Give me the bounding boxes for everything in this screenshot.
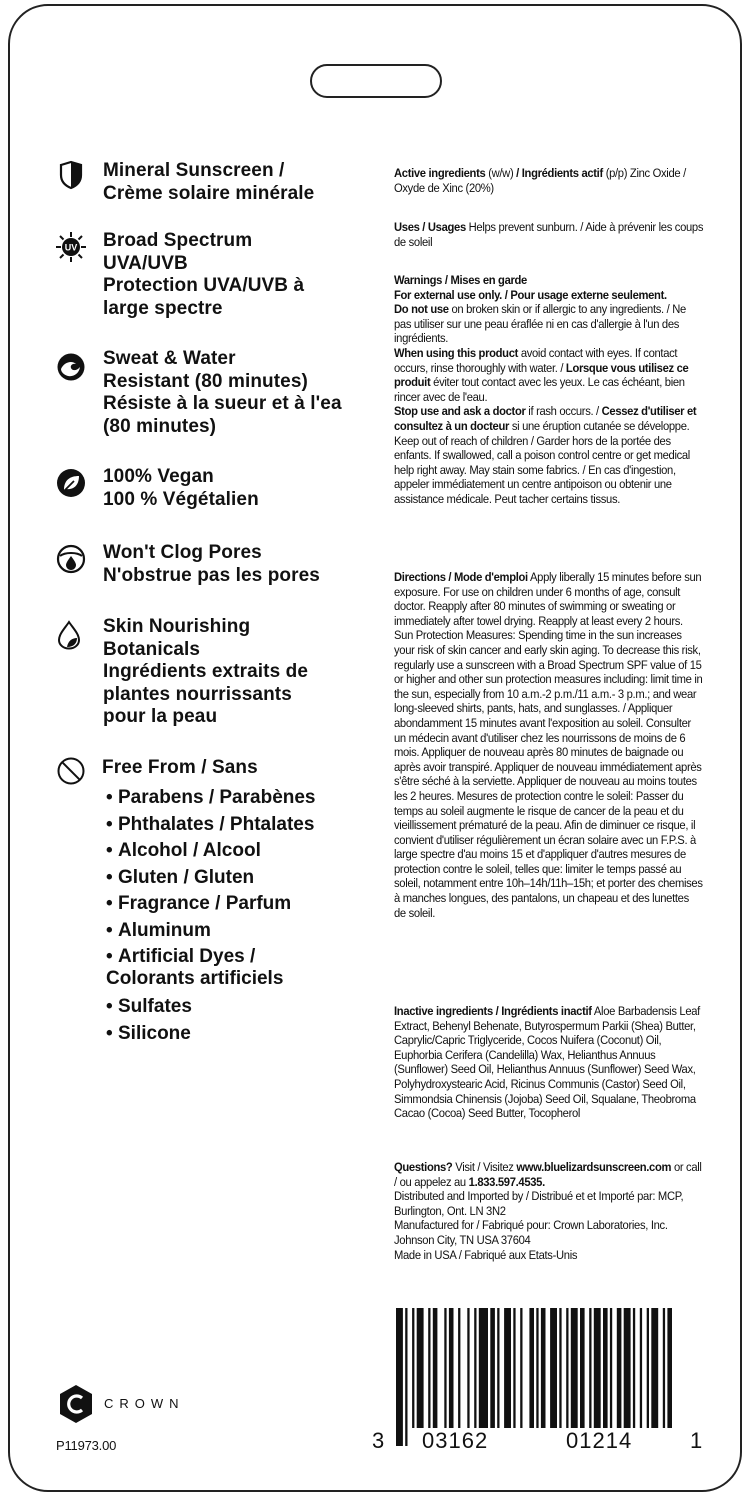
- barcode-bar: [513, 1308, 515, 1428]
- barcode-bar: [490, 1308, 495, 1428]
- barcode: [392, 1308, 676, 1446]
- feature-pores: Won't Clog Pores N'obstrue pas les pores: [56, 542, 356, 592]
- warnings-section: Warnings / Mises en garde For external use only. / Pour usage externe seulement. Do not use on broken skin or if allergic to any ingredients. / Ne pas utiliser sur une peau éraflée ni en cas d'allergie à l'un des ingrédients. When using this product avoid contact with eyes. If contact occurs, rinse thoroughly with water. / Lorsque vous utilisez ce produit éviter tout contact avec les yeux. Le cas échéant, bien rincer avec de l'eau. Stop use and ask a doctor if rash occurs. / Cessez d'utiliser et consultez à un docteur si une éruption cutanée se développe. Keep out of reach of children / Garder hors de la portée des enfants. If swallowed, call a poison control centre or get medical help right away. May stain some fabrics. / En cas d'ingestion, appeler immédiatement un centre antipoison ou obtenir une assistance médicale. Peut tacher certains tissus.: [394, 273, 697, 506]
- feature-botanicals: Skin Nourishing Botanicals Ingrédients extraits de plantes nourrissants pour la peau: [56, 616, 356, 736]
- barcode-bar: [594, 1308, 601, 1428]
- barcode-bar: [647, 1308, 649, 1428]
- prohibited-icon: [56, 756, 86, 786]
- barcode-bar: [580, 1308, 585, 1446]
- barcode-bar: [474, 1308, 476, 1428]
- barcode-group-1: 03162: [418, 1428, 492, 1454]
- barcode-bar: [610, 1308, 612, 1428]
- barcode-bar: [405, 1308, 407, 1446]
- barcode-bar: [559, 1308, 561, 1428]
- barcode-bar: [428, 1308, 430, 1428]
- pore-drop-icon: [56, 544, 86, 574]
- barcode-bar: [617, 1308, 622, 1428]
- barcode-bar: [444, 1308, 446, 1428]
- part-number: P11973.00: [56, 1438, 117, 1453]
- barcode-bar: [529, 1308, 534, 1428]
- list-item: • Aluminum: [106, 919, 211, 941]
- barcode-check-digit: 1: [686, 1428, 707, 1454]
- barcode-bar: [417, 1308, 424, 1428]
- barcode-bar: [520, 1308, 522, 1428]
- barcode-bar: [541, 1308, 546, 1428]
- feature-broad-spectrum: UV Broad Spectrum UVA/UVB Protection UVA/UVB à large spectre: [56, 230, 356, 325]
- crown-logo-icon: [58, 1384, 94, 1424]
- barcode-bar: [651, 1308, 658, 1428]
- barcode-bar: [571, 1308, 578, 1446]
- barcode-lead-digit: 3: [368, 1428, 389, 1454]
- contact-section: Questions? Visit / Visitez www.bluelizardsunscreen.com or call / ou appelez au 1.833.597.4535. Distributed and Imported by / Distribué et et Importé par: MCP, Burlington, Ont. LN 3N2 Manufactured for / Fabriqué pour: Crown Laboratories, Inc. Johnson City, TN USA 37604 Made in USA / Fabriqué aux Etats-Unis: [394, 1160, 702, 1262]
- list-item: • Fragrance / Parfum: [106, 893, 292, 914]
- feature-mineral: Mineral Sunscreen / Crème solaire minérale: [56, 160, 356, 210]
- list-item: • Silicone: [106, 1022, 191, 1044]
- barcode-bar: [640, 1308, 642, 1428]
- barcode-bar: [412, 1308, 414, 1428]
- barcode-bar: [566, 1308, 568, 1428]
- feature-vegan: 100% Vegan 100 % Végétalien: [56, 466, 356, 516]
- shield-icon: [56, 160, 86, 190]
- directions-section: Directions / Mode d'emploi Apply liberally 15 minutes before sun exposure. For use on children under 6 months of age, consult doctor. Reapply after 80 minutes of swimming or sweating or immediately after towel drying. Reapply at least every 2 hours. Sun Protection Measures: Spending time in the sun increases your risk of skin cancer and early skin aging. To decrease this risk, regularly use a sunscreen with a Broad Spectrum SPF value of 15 or higher and other sun protection measures including: limit time in the sun, especially from 10 a.m.-2 p.m./11 a.m.- 3 p.m.; and wear long-sleeved shirts, pants, hats, and sunglasses. / Appliquer abondamment 15 minutes avant l'exposition au soleil. Consulter un médecin avant d'utiliser chez les nourrissons de moins de 6 mois. Appliquer de nouveau après 80 minutes de baignade ou après avoir transpiré. Appliquer de nouveau immédiatement après s'être séché à la serviette. Appliquer de nouveau au moins toutes les 2 heures. Mesures de protection contre le soleil: Passer du temps au soleil augmente le risque de cancer de la peau et du vieillissement prématuré de la peau. Afin de diminuer ce risque, il convient d'utiliser régulièrement un écran solaire avec un F.P.S. à large spectre d'au moins 15 et d'appliquer d'autres mesures de protection contre le soleil, telles que: limiter le temps passé au soleil, notamment entre 10h–14h/11h–15h; et porter des chemises à manches longues, des pantalons, un chapeau et des lunettes de soleil.: [394, 570, 703, 920]
- barcode-bar: [633, 1308, 635, 1428]
- brand-name: CROWN: [104, 1396, 185, 1411]
- barcode-bar: [550, 1308, 557, 1428]
- barcode-bar: [504, 1308, 511, 1428]
- barcode-bar: [589, 1308, 591, 1428]
- feature-water-resistant: Sweat & Water Resistant (80 minutes) Résiste à la sueur et à l'ea (80 minutes): [56, 348, 356, 443]
- barcode-bar: [396, 1308, 403, 1446]
- water-wave-icon: [56, 352, 86, 382]
- leaf-icon: [56, 468, 86, 498]
- barcode-bar: [458, 1308, 460, 1428]
- barcode-bar: [663, 1308, 665, 1428]
- drop-leaf-icon: [56, 620, 86, 650]
- list-item: • Artificial Dyes / Colorants artificiels: [106, 946, 284, 989]
- list-item: • Sulfates: [106, 996, 192, 1017]
- list-item: • Gluten / Gluten: [106, 866, 255, 888]
- list-item: • Phthalates / Phtalates: [106, 813, 315, 835]
- uses-section: Uses / Usages Helps prevent sunburn. / Aide à prévenir les coups de soleil: [394, 220, 704, 249]
- free-from-list: [106, 785, 316, 1047]
- hang-hole: [310, 64, 442, 98]
- barcode-bar: [479, 1308, 488, 1428]
- list-item: • Alcohol / Alcool: [106, 840, 261, 861]
- list-item: • Parabens / Parabènes: [106, 787, 316, 808]
- barcode-bar: [536, 1308, 538, 1428]
- inactive-ingredients: Inactive ingredients / Ingrédients inactif Aloe Barbadensis Leaf Extract, Behenyl Behenate, Butyrospermum Parkii (Shea) Butter, Caprylic/Capric Triglyceride, Cocos Nuifera (Coconut) Oil, Euphorbia Cerifera (Candelilla) Wax, Helianthus Annuus (Sunflower) Seed Oil, Helianthus Annuus (Sunflower) Seed Wax, Polyhydroxystearic Acid, Ricinus Communis (Castor) Seed Oil, Simmondsia Chinensis (Jojoba) Seed Oil, Squalane, Theobroma Cacao (Cocoa) Seed Butter, Tocopherol: [394, 1004, 700, 1121]
- barcode-bar: [603, 1308, 608, 1428]
- barcode-bar: [624, 1308, 631, 1428]
- barcode-bar: [449, 1308, 454, 1428]
- barcode-bar: [467, 1308, 469, 1428]
- active-ingredients: Active ingredients (w/w) / Ingrédients actif (p/p) Zinc Oxide / Oxyde de Xinc (20%): [394, 166, 686, 195]
- barcode-group-2: 01214: [562, 1428, 636, 1454]
- feature-free-from: Free From / Sans: [56, 757, 356, 787]
- barcode-bar: [667, 1308, 672, 1428]
- svg-text:UV: UV: [64, 242, 78, 253]
- barcode-bar: [497, 1308, 499, 1428]
- barcode-bar: [433, 1308, 438, 1428]
- uv-sun-icon: [56, 232, 86, 262]
